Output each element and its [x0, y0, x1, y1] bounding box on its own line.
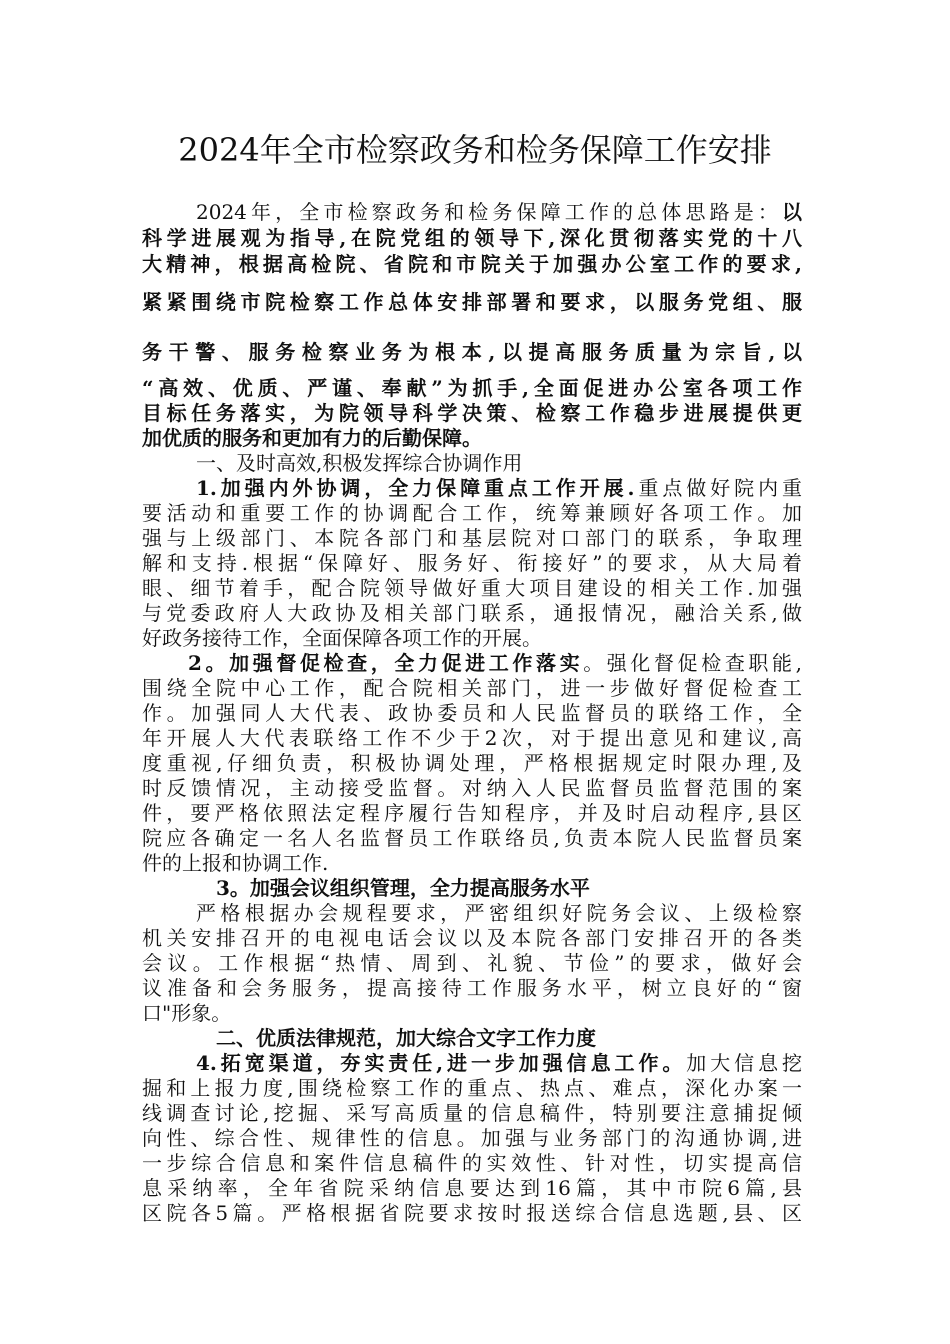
item-1-line-7: 好政务接待工作，全面保障各项工作的开展。: [142, 626, 542, 650]
intro-line-2: 科学进展观为指导,在院党组的领导下,深化贯彻落实党的十八: [142, 226, 802, 250]
item-2-line-9: 件的上报和协调工作.: [142, 851, 329, 875]
item-2-line-8: 院应各确定一名人名监督员工作联络员,负责本院人民监督员案: [142, 826, 802, 850]
item-4-line-6: 息采纳率，全年省院采纳信息要达到16篇，其中市院6篇,县: [142, 1176, 802, 1200]
item-3-line-4: 议准备和会务服务，提高接待工作服务水平，树立良好的“窗: [142, 976, 802, 1000]
document-title: 2024年全市检察政务和检务保障工作安排: [178, 131, 772, 169]
section-1-heading: 一、及时高效,积极发挥综合协调作用: [196, 451, 523, 475]
item-4-line-4: 向性、综合性、规律性的信息。加强与业务部门的沟通协调,进: [142, 1126, 802, 1150]
intro-line-1: [142, 200, 802, 224]
item-4-line-5: 一步综合信息和案件信息稿件的实效性、针对性，切实提高信: [142, 1151, 802, 1175]
item-2-line-4: 年开展人大代表联络工作不少于2次，对于提出意见和建议,高: [142, 726, 802, 750]
item-1-line-2: 要活动和重要工作的协调配合工作，统筹兼顾好各项工作。加: [142, 501, 802, 525]
item-2-line-5: 度重视,仔细负责，积极协调处理，严格根据规定时限办理,及: [142, 751, 802, 775]
item-2-line-1-text: 。强化督促检查职能,: [583, 651, 803, 675]
item-1-line-4: 解和支持.根据“保障好、服务好、衔接好”的要求，从大局着: [142, 551, 802, 575]
item-1-line-1-text: 重点做好院内重: [634, 476, 802, 500]
intro-line-1-text: 2024年，全市检察政务和检务保障工作的总体思路是：: [196, 200, 782, 224]
item-4-line-7: 区院各5篇。严格根据省院要求按时报送综合信息选题,县、区: [142, 1201, 802, 1225]
item-2-line-6: 时反馈情况，主动接受监督。对纳入人民监督员监督范围的案: [142, 776, 802, 800]
item-2-line-7: 件，要严格依照法定程序履行告知程序，并及时启动程序,县区: [142, 801, 802, 825]
intro-line-4: 紧紧围绕市院检察工作总体安排部署和要求，以服务党组、服: [142, 290, 802, 314]
intro-line-8: 加优质的服务和更加有力的后勤保障。: [142, 426, 482, 450]
item-2-line-2: 围绕全院中心工作，配合院相关部门，进一步做好督促检查工: [142, 676, 802, 700]
item-3-line-3: 会议。工作根据“热情、周到、礼貌、节俭”的要求，做好会: [142, 951, 802, 975]
item-1-line-5: 眼、细节着手，配合院领导做好重大项目建设的相关工作.加强: [142, 576, 802, 600]
item-3-line-1-text: 严格根据办会规程要求，严密组织好院务会议、上级检察: [196, 901, 802, 925]
item-4-line-1: [142, 1051, 802, 1075]
item-1-line-6: 与党委政府人大政协及相关部门联系，通报情况，融洽关系,做: [142, 601, 802, 625]
item-3-line-2: 机关安排召开的电视电话会议以及本院各部门安排召开的各类: [142, 926, 802, 950]
intro-line-5: 务干警、服务检察业务为根本,以提高服务质量为宗旨,以: [142, 340, 802, 364]
item-3-heading: 3。加强会议组织管理，全力提高服务水平: [216, 876, 590, 900]
item-2-heading: 2。加强督促检查，全力促进工作落实: [188, 651, 584, 675]
item-1-heading: 1.加强内外协调，全力保障重点工作开展.: [196, 476, 635, 500]
intro-line-1-bold: 以: [782, 200, 802, 224]
item-1-line-3: 强与上级部门、本院各部门和基层院对口部门的联系，争取理: [142, 526, 802, 550]
item-2-line-1: [142, 651, 802, 675]
item-4-line-1-text: 加大信息挖: [686, 1051, 803, 1075]
item-3-line-1: [142, 901, 802, 925]
item-4-line-3: 线调查讨论,挖掘、采写高质量的信息稿件，特别要注意捕捉倾: [142, 1101, 802, 1125]
item-1-line-1: [142, 476, 802, 500]
section-2-heading: 二、优质法律规范，加大综合文字工作力度: [216, 1026, 596, 1050]
intro-line-6: “高效、优质、严谨、奉献”为抓手,全面促进办公室各项工作: [142, 376, 802, 400]
item-3-line-5: 口"形象。: [142, 1001, 232, 1025]
intro-line-7: 目标任务落实，为院领导科学决策、检察工作稳步进展提供更: [142, 401, 802, 425]
item-4-heading: 4.拓宽渠道，夯实责任,进一步加强信息工作。: [196, 1051, 687, 1075]
intro-line-3: 大精神，根据高检院、省院和市院关于加强办公室工作的要求,: [142, 252, 802, 276]
item-2-line-3: 作。加强同人大代表、政协委员和人民监督员的联络工作，全: [142, 701, 802, 725]
item-4-line-2: 掘和上报力度,围绕检察工作的重点、热点、难点，深化办案一: [142, 1076, 802, 1100]
